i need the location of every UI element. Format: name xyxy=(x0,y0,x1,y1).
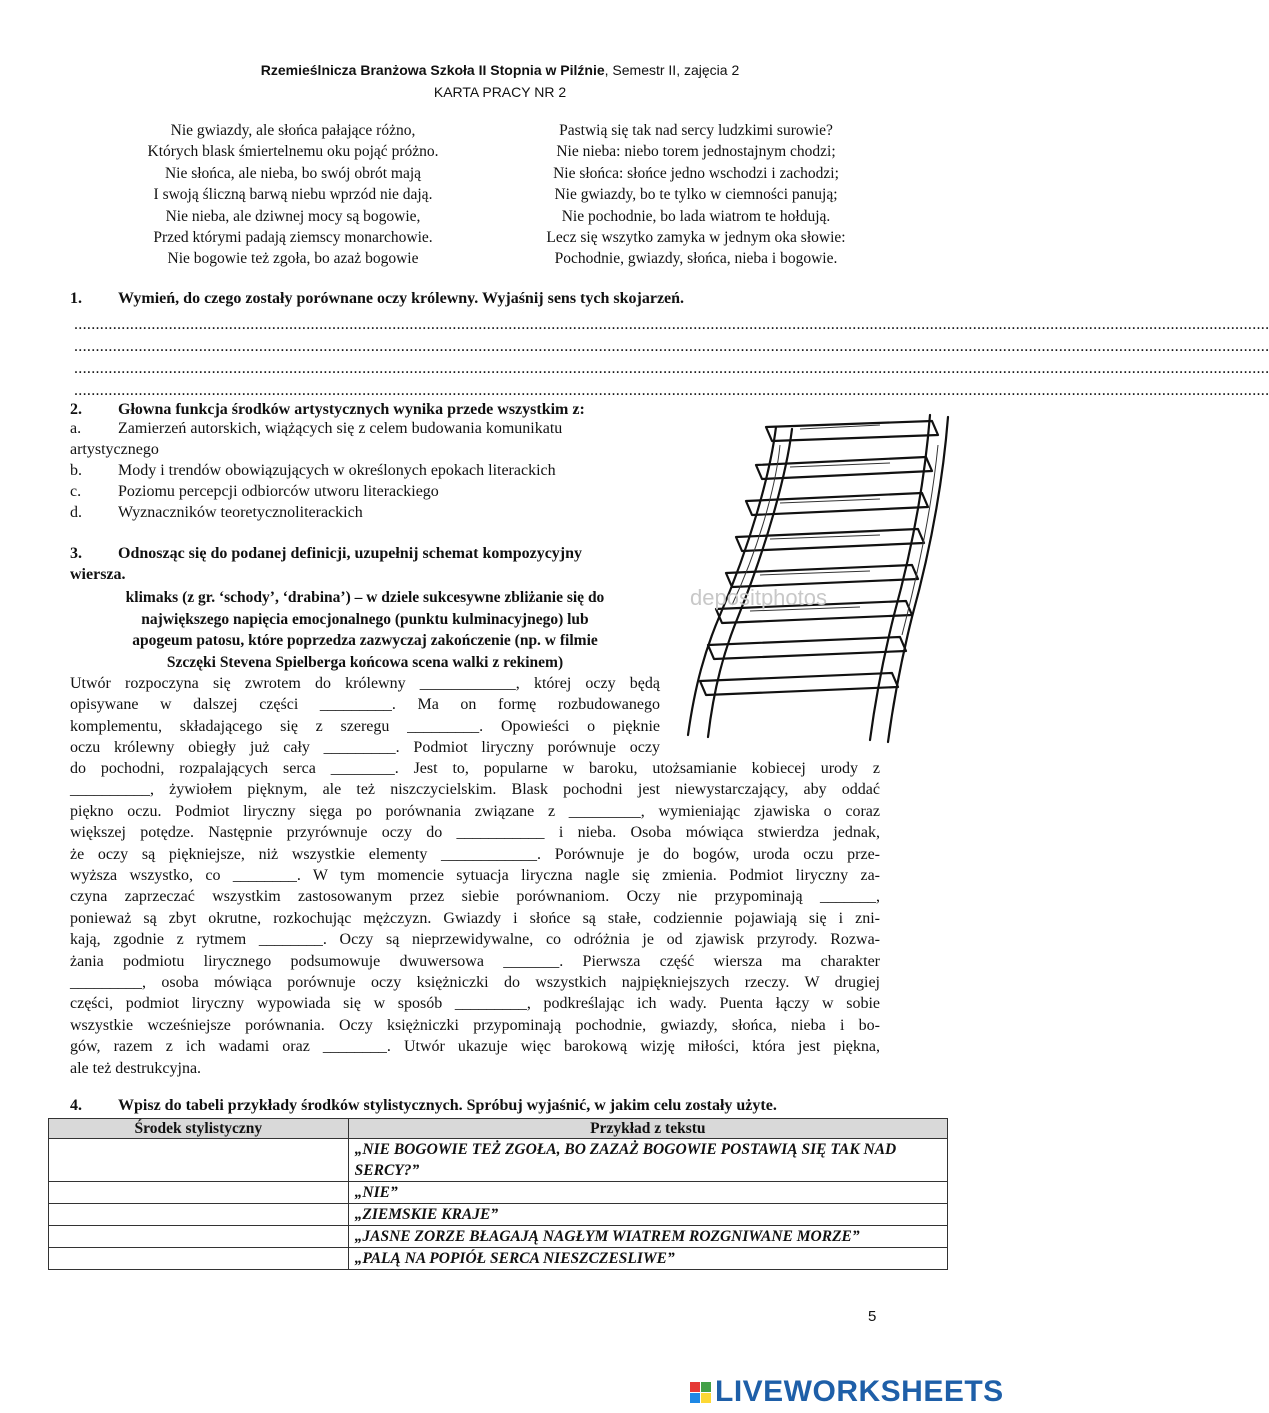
liveworksheets-logo[interactable] xyxy=(690,1376,1004,1408)
table-header-row xyxy=(49,1119,948,1139)
option-letter: c. xyxy=(70,483,82,500)
option-text: artystycznego xyxy=(70,441,159,458)
poem-line: Nie gwiazdy, ale słońca pałające różno, xyxy=(170,122,416,139)
device-input-cell[interactable] xyxy=(49,1248,349,1270)
paragraph-line[interactable]: kają, zgodnie z rytmem ________. Oczy są nieprzewidywalne, co odróżnia je od zjawisk przyrody. Rozwa- xyxy=(70,931,880,949)
poem-line: I swoją śliczną barwą niebu wprzód nie dają. xyxy=(153,186,433,204)
option-letter: d. xyxy=(70,504,82,521)
logo-block xyxy=(701,1393,711,1403)
question-2 xyxy=(70,401,585,419)
option-text: Wyznaczników teoretycznoliterackich xyxy=(118,504,363,521)
paragraph-line[interactable]: ponieważ są zbyt okrutne, rozkochując mężczyzn. Gwiazdy i słońce są stałe, codziennie pojawiają się i zni- xyxy=(70,909,880,927)
device-input-cell[interactable] xyxy=(49,1204,349,1226)
answer-line-4[interactable]: ...................................................................................................................................................................................................................................................................................... xyxy=(74,382,1269,399)
device-input-cell[interactable] xyxy=(49,1182,349,1204)
table-row xyxy=(49,1248,948,1270)
question-text: Odnosząc się do podanej definicji, uzupełnij schemat kompozycyjny xyxy=(118,545,583,562)
logo-block xyxy=(690,1382,700,1392)
question-text: Wpisz do tabeli przykłady środków stylistycznych. Spróbuj wyjaśnić, w jakim celu zostały użyte. xyxy=(118,1097,777,1114)
question-number: 3. xyxy=(70,545,82,562)
column-header-example: Przykład z tekstu xyxy=(348,1119,947,1139)
example-cell: „NIE BOGOWIE TEŻ ZGOŁA, BO ZAZAŻ BOGOWIE POSTAWIĄ SIĘ TAK NAD SERCY?” xyxy=(348,1139,947,1182)
poem-line: Nie bogowie też zgoła, bo azaż bogowie xyxy=(167,250,419,268)
semester-info: , Semestr II, zajęcia 2 xyxy=(604,62,740,78)
school-name: Rzemieślnicza Branżowa Szkoła II Stopnia w Pilźnie xyxy=(260,62,605,78)
paragraph-line[interactable]: __________, żywiołem pięknym, ale też niszczycielskim. Blask pochodni jest niewystarczający, aby oddać xyxy=(70,781,880,799)
paragraph-line[interactable]: piękno oczu. Podmiot liryczny sięga po porównania związane z _________, wymieniając zjawiska o coraz xyxy=(70,802,880,820)
header-line xyxy=(0,62,1000,78)
device-input-cell[interactable] xyxy=(49,1139,349,1182)
option-d[interactable] xyxy=(70,502,363,523)
question-3 xyxy=(70,545,582,563)
paragraph-line[interactable]: wszystkie wcześniejsze porównania. Oczy księżniczki przypominają pochodnie, gwiazdy, słońca, nieba i bo- xyxy=(70,1016,880,1034)
table-row xyxy=(49,1139,948,1182)
fill-in-paragraph-wide[interactable] xyxy=(70,758,880,1079)
question-text: Wymień, do czego zostały porównane oczy królewny. Wyjaśnij sens tych skojarzeń. xyxy=(118,290,685,307)
table-row xyxy=(49,1226,948,1248)
paragraph-line[interactable]: gów, razem z ich wadami oraz ________. Utwór ukazuje więc barokową wizję miłości, która jest piękna, xyxy=(70,1038,880,1056)
paragraph-line[interactable]: do pochodni, rozpalających serca ________. Jest to, popularne w baroku, utożsamianie kobiecej urody z xyxy=(70,760,880,777)
paragraph-line[interactable]: żania podmiotu lirycznego podsumowuje dwuwersowa _______. Pierwsza część wiersza ma charakter xyxy=(70,952,880,970)
paragraph-line[interactable]: czyna zaprzeczać wszystkim zastosowanym przez siebie porównaniom. Oczy nie przypominają _______, xyxy=(70,888,880,906)
paragraph-line[interactable]: opisywane w dalszej części _________. Ma on formę rozbudowanego xyxy=(70,696,660,714)
worksheet-title: KARTA PRACY NR 2 xyxy=(433,84,567,100)
definition-line: Szczęki Stevena Spielberga końcowa scena walki z rekinem) xyxy=(166,653,564,671)
poem-line: Nie słońca, ale nieba, bo swój obrót mają xyxy=(164,164,422,182)
option-a[interactable] xyxy=(70,418,562,439)
paragraph-line[interactable]: _________, osoba mówiąca porównuje oczy księżniczki do wszystkich najpiękniejszych rzeczy. W drugiej xyxy=(70,974,880,992)
paragraph-line[interactable]: części, podmiot liryczny wypowiada się w sposób _________, podkreślając ich wady. Puenta łączy w sobie xyxy=(70,995,880,1013)
paragraph-line[interactable]: że oczy są piękniejsze, niż wszystkie elementy ____________. Porównuje je do bogów, uroda oczu prze- xyxy=(70,845,880,863)
definition-line: apogeum patosu, które poprzedza zazwyczaj zakończenie (np. w filmie xyxy=(132,632,598,649)
option-text: Mody i trendów obowiązujących w określonych epokach literackich xyxy=(118,462,556,479)
poem-left-column xyxy=(93,120,493,270)
ladder-illustration xyxy=(680,405,980,745)
paragraph-line: ale też destrukcyjna. xyxy=(70,1059,202,1077)
answer-line-3[interactable]: ...................................................................................................................................................................................................................................................................................... xyxy=(74,360,1269,377)
question-text: Głowna funkcja środków artystycznych wynika przede wszystkim z: xyxy=(118,401,585,418)
logo-blocks-icon xyxy=(690,1382,711,1403)
option-letter: b. xyxy=(70,462,82,479)
watermark-text: depositphotos xyxy=(690,585,827,610)
answer-line-2[interactable]: ...................................................................................................................................................................................................................................................................................... xyxy=(74,338,1269,355)
logo-block xyxy=(690,1393,700,1403)
question-4 xyxy=(70,1097,777,1115)
column-header-device: Środek stylistyczny xyxy=(49,1119,349,1139)
logo-block xyxy=(701,1382,711,1392)
question-number: 1. xyxy=(70,290,82,307)
poem-line: Nie gwiazdy, bo te tylko w ciemności panują; xyxy=(554,186,838,204)
fill-in-paragraph-narrow[interactable] xyxy=(70,673,660,759)
paragraph-line[interactable]: komplementu, składającego się z szeregu _________. Opowieści o pięknie xyxy=(70,717,660,735)
poem-right-column xyxy=(496,120,896,270)
poem-line: Których blask śmiertelnemu oku pojąć próżno. xyxy=(147,143,439,161)
option-text: Zamierzeń autorskich, wiążących się z celem budowania komunikatu xyxy=(118,420,563,437)
example-cell: „ZIEMSKIE KRAJE” xyxy=(348,1204,947,1226)
question-number: 2. xyxy=(70,401,82,418)
option-text: Poziomu percepcji odbiorców utworu literackiego xyxy=(118,483,439,500)
option-a-continued xyxy=(70,439,159,460)
poem-line: Nie słońca: słońce jedno wschodzi i zachodzi; xyxy=(553,164,839,182)
paragraph-line[interactable]: większej potędze. Następnie przyrównuje oczy do ___________ i nieba. Osoba mówiąca stwierdza jednak, xyxy=(70,824,880,842)
poem-line: Pastwią się tak nad sercy ludzkimi surowie? xyxy=(559,122,833,139)
option-letter: a. xyxy=(70,420,82,437)
device-input-cell[interactable] xyxy=(49,1226,349,1248)
climax-definition xyxy=(70,587,660,673)
logo-text: LIVEWORKSHEETS xyxy=(715,1375,1004,1408)
paragraph-line[interactable]: Utwór rozpoczyna się zwrotem do królewny ____________, której oczy będą xyxy=(70,675,660,692)
poem-line: Nie nieba: niebo torem jednostajnym chodzi; xyxy=(556,143,836,161)
question-3-continued: wiersza. xyxy=(70,566,126,583)
paragraph-line[interactable]: oczu królewny obiegły już cały _________. Podmiot liryczny porównuje oczy xyxy=(70,739,660,757)
stylistic-devices-table xyxy=(48,1118,948,1270)
table-row xyxy=(49,1204,948,1226)
paragraph-line[interactable]: wyższa wszystko, co ________. W tym momencie sytuacja liryczna nagle się zmienia. Podmiot liryczny za- xyxy=(70,867,880,885)
poem-line: Lecz się wszytko zamyka w jednym oka słowie: xyxy=(546,229,846,247)
question-1 xyxy=(70,290,684,308)
poem-line: Przed którymi padają ziemscy monarchowie. xyxy=(153,229,433,247)
poem-line: Pochodnie, gwiazdy, słońca, nieba i bogowie. xyxy=(554,250,838,268)
question-number: 4. xyxy=(70,1097,82,1114)
definition-line: największego napięcia emocjonalnego (punktu kulminacyjnego) lub xyxy=(141,610,589,628)
example-cell: „NIE” xyxy=(348,1182,947,1204)
poem-line: Nie pochodnie, bo lada wiatrom te hołdują. xyxy=(561,207,831,225)
answer-line-1[interactable]: ...................................................................................................................................................................................................................................................................................... xyxy=(74,316,1269,333)
page-number: 5 xyxy=(868,1308,877,1325)
example-cell: „PALĄ NA POPIÓŁ SERCA NIESZCZESLIWE” xyxy=(348,1248,947,1270)
definition-line: klimaks (z gr. ‘schody’, ‘drabina’) – w dziele sukcesywne zbliżanie się do xyxy=(125,589,605,606)
option-b[interactable] xyxy=(70,460,556,481)
option-c[interactable] xyxy=(70,481,439,502)
poem-line: Nie nieba, ale dziwnej mocy są bogowie, xyxy=(165,207,421,225)
example-cell: „JASNE ZORZE BŁAGAJĄ NAGŁYM WIATREM ROZGNIWANE MORZE” xyxy=(348,1226,947,1248)
table-row xyxy=(49,1182,948,1204)
